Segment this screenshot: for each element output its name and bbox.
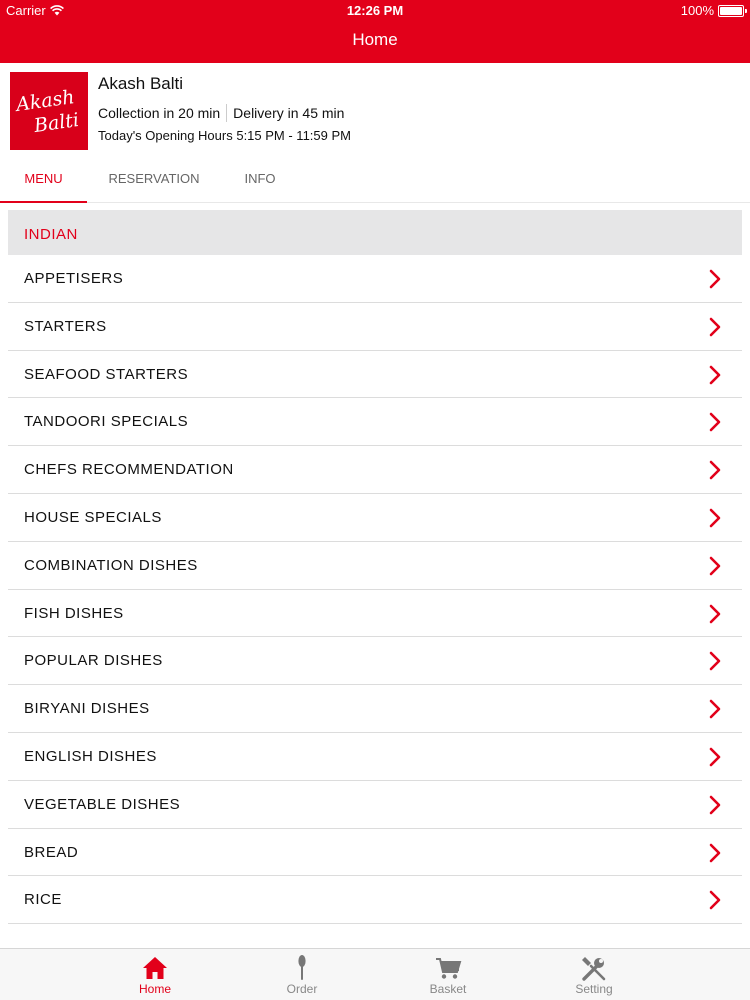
restaurant-name: Akash Balti — [98, 74, 184, 93]
status-bar — [0, 0, 750, 22]
tabbar-order[interactable] — [242, 949, 362, 1000]
menu-row-label: FISH DISHES — [24, 604, 124, 622]
battery-percent: 100% — [680, 3, 714, 18]
menu-row[interactable] — [8, 637, 742, 685]
chevron-right-icon — [707, 890, 723, 910]
home-icon — [140, 954, 170, 982]
tabbar-basket-label: Basket — [429, 982, 467, 996]
logo-text-line2: Balti — [32, 108, 81, 138]
menu-row[interactable] — [8, 303, 742, 351]
menu-row[interactable] — [8, 351, 742, 399]
menu-row-label: ENGLISH DISHES — [24, 747, 157, 765]
chevron-right-icon — [707, 556, 723, 576]
menu-row[interactable] — [8, 446, 742, 494]
menu-row[interactable] — [8, 829, 742, 877]
tabbar-setting[interactable] — [534, 949, 654, 1000]
chevron-right-icon — [707, 604, 723, 624]
tabbar-order-label: Order — [286, 982, 318, 996]
section-header: INDIAN — [8, 210, 742, 255]
tab-menu[interactable]: MENU — [0, 159, 87, 203]
menu-row[interactable] — [8, 255, 742, 303]
menu-row-label: APPETISERS — [24, 270, 124, 287]
tabbar-home-label: Home — [138, 982, 171, 996]
chevron-right-icon — [707, 747, 723, 767]
menu-row-label: STARTERS — [24, 317, 107, 335]
logo-text-line1: Akash — [14, 86, 76, 116]
carrier-label: Carrier — [6, 3, 46, 18]
chevron-right-icon — [707, 460, 723, 480]
menu-row-label: CHEFS RECOMMENDATION — [24, 461, 234, 479]
restaurant-logo — [10, 72, 88, 150]
restaurant-info — [0, 63, 750, 159]
menu-row-label: RICE — [24, 891, 62, 909]
tabbar-home[interactable] — [95, 949, 215, 1000]
chevron-right-icon — [707, 269, 723, 289]
menu-row-label: BIRYANI DISHES — [24, 700, 150, 718]
tab-strip — [0, 159, 750, 203]
chevron-right-icon — [707, 317, 723, 337]
chevron-right-icon — [707, 843, 723, 863]
menu-list — [8, 210, 742, 924]
menu-row[interactable] — [8, 733, 742, 781]
chevron-right-icon — [707, 795, 723, 815]
page-title: Home — [352, 30, 398, 49]
bottom-tab-bar — [0, 948, 750, 1000]
delivery-time: Delivery in 45 min — [233, 105, 345, 121]
menu-row[interactable] — [8, 542, 742, 590]
menu-row-label: COMBINATION DISHES — [24, 556, 198, 574]
collection-time: Collection in 20 min — [98, 105, 221, 121]
spoon-icon — [287, 954, 317, 982]
menu-row-label: SEAFOOD STARTERS — [24, 365, 189, 383]
battery-icon — [718, 5, 744, 17]
menu-row-label: TANDOORI SPECIALS — [24, 413, 189, 431]
menu-row[interactable] — [8, 876, 742, 924]
opening-hours: Today's Opening Hours 5:15 PM - 11:59 PM — [98, 128, 351, 143]
divider — [226, 104, 227, 122]
chevron-right-icon — [707, 699, 723, 719]
menu-row[interactable] — [8, 685, 742, 733]
menu-row-label: BREAD — [24, 843, 79, 861]
tabbar-basket[interactable] — [388, 949, 508, 1000]
chevron-right-icon — [707, 508, 723, 528]
menu-row-label: HOUSE SPECIALS — [24, 508, 162, 526]
menu-row[interactable] — [8, 781, 742, 829]
chevron-right-icon — [707, 365, 723, 385]
menu-row[interactable] — [8, 590, 742, 638]
cart-icon — [433, 954, 463, 982]
menu-row-label: VEGETABLE DISHES — [24, 795, 181, 813]
header-bar — [0, 0, 750, 63]
menu-row[interactable] — [8, 494, 742, 542]
menu-row[interactable] — [8, 398, 742, 446]
chevron-right-icon — [707, 412, 723, 432]
tab-info[interactable]: INFO — [244, 171, 276, 186]
tab-reservation[interactable]: RESERVATION — [108, 171, 200, 186]
tabbar-setting-label: Setting — [575, 982, 613, 996]
chevron-right-icon — [707, 651, 723, 671]
menu-row-label: POPULAR DISHES — [24, 652, 163, 670]
status-time: 12:26 PM — [346, 3, 404, 18]
service-times — [98, 104, 344, 122]
tools-icon — [579, 954, 609, 982]
